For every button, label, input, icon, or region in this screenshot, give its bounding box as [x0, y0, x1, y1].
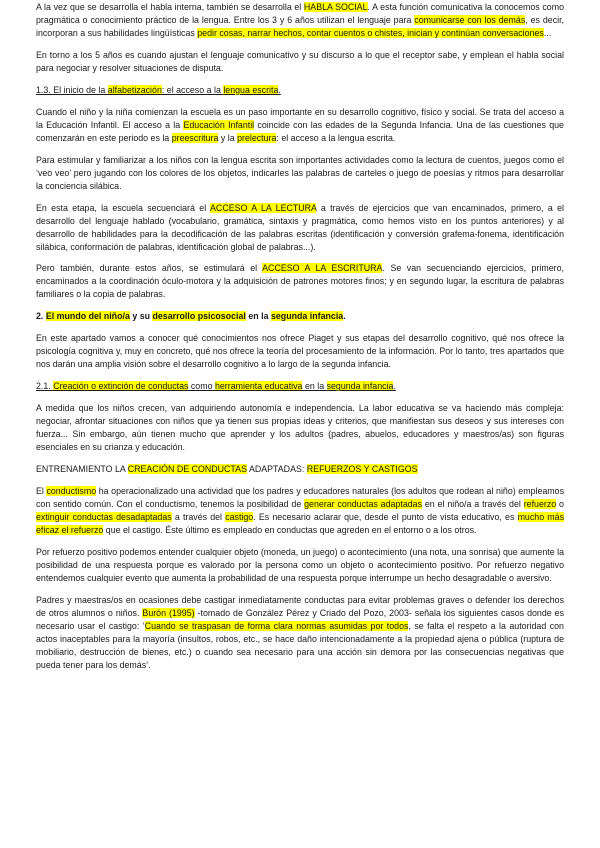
- text-run: . Es necesario aclarar que, desde el punto de vista educativo, es: [253, 512, 518, 523]
- text-run: En esta etapa, la escuela secuenciará el: [36, 202, 211, 213]
- body-paragraph: [36, 49, 564, 75]
- highlighted-text: segunda infancia: [326, 381, 394, 392]
- text-run: A medida que los niños crecen, van adquiriendo autonomía e independencia. La labor educativa se va haciendo más compleja: negociar, afrontar situaciones con niños que ya tienen sus propias ideas y criterios, que manifiestan sus deseos y sus intereses con fuerza... Sin embargo, aún tienen mucho que aprender y los adultos (padres, abuelos, educadores y maestros/as) son figuras esenciales en su crianza y educación.: [36, 403, 564, 453]
- highlighted-text: Burón (1995): [142, 607, 195, 618]
- highlighted-text: castigo: [225, 512, 254, 523]
- body-paragraph: [36, 262, 564, 301]
- highlighted-text: alfabetización: [107, 84, 162, 95]
- highlighted-text: CREACIÓN DE CONDUCTAS: [127, 464, 247, 475]
- text-run: ENTRENAMIENTO LA: [36, 464, 128, 475]
- text-run: a través de ejercicios que van encaminados, primero, a el desarrollo del lenguaje hablado (vocabulario, gramática, sintaxis y pragmática, como hemos visto en los puntos anteriores) y al desarrollo de habilidades para la decodificación de las palabras escritas (identificación y conversión grafema-fonema, identificación silábica, conformación de palabras, identificación global de palabras...).: [36, 202, 564, 252]
- text-run: A la vez que se desarrolla el habla interna, también se desarrolla el: [36, 2, 304, 12]
- text-run: coincide con las edades de la Segunda Infancia. Una de las cuestiones que comenzarán en este periodo es la: [36, 119, 564, 143]
- highlighted-text: conductismo: [46, 486, 97, 497]
- section-heading: [36, 84, 564, 97]
- highlighted-text: Creación o extinción de conductas: [53, 381, 189, 392]
- text-run: en el niño/a a través del: [422, 499, 524, 510]
- section-heading: [36, 380, 564, 393]
- text-run: y su: [129, 311, 153, 322]
- highlighted-text: pedir cosas, narrar hechos, contar cuentos o chistes, inician y continúan conversaciones: [197, 28, 544, 38]
- body-paragraph: [36, 402, 564, 454]
- highlighted-text: mucho más eficaz el refuerzo: [36, 512, 564, 536]
- text-run: Para estimular y familiarizar a los niños con la lengua escrita son importantes actividades como la lectura de cuentos, juegos como el ‘veo veo’ pero jugando con los colores de los objetos, indicarles las palabras de carteles o juego de poesías y ritmos para desarrollar la conciencia silábica.: [36, 154, 564, 191]
- highlighted-text: segunda infancia: [270, 311, 344, 322]
- highlighted-text: comunicarse con los demás: [414, 15, 526, 25]
- body-paragraph: [36, 485, 564, 537]
- highlighted-text: ACCESO A LA ESCRITURA: [262, 263, 383, 274]
- text-run: 2.1.: [36, 381, 54, 392]
- highlighted-text: REFUERZOS Y CASTIGOS: [306, 464, 418, 475]
- text-run: 1.3. El inicio de la: [36, 84, 108, 95]
- section-heading: [36, 463, 564, 476]
- text-run: Padres y maestras/os en ocasiones debe castigar inmediatamente conductas para evitar problemas graves o defender los derechos de otros alumnos o niños.: [36, 594, 564, 618]
- text-run: a través del: [171, 512, 226, 523]
- text-run: y la: [218, 132, 238, 143]
- body-paragraph: [36, 154, 564, 193]
- text-run: El: [36, 486, 47, 497]
- text-run: .: [393, 381, 396, 392]
- text-run: en la: [302, 381, 327, 392]
- text-run: : el acceso a la: [161, 84, 224, 95]
- body-paragraph: [36, 202, 564, 254]
- text-run: .: [278, 84, 281, 95]
- text-run: En torno a los 5 años es cuando ajustan el lenguaje comunicativo y su discurso a lo que el receptor sabe, y emplean el habla social para negociar y resolver situaciones de disputa.: [36, 49, 564, 73]
- highlighted-text: HABLA SOCIAL: [303, 2, 368, 12]
- text-run: : el acceso a la lengua escrita.: [276, 132, 396, 143]
- text-run: , se falta el respeto a la autoridad con actos inaceptables para la mayoría (insultos, robos, etc., se hace daño intencionadamente a la propiedad ajena o pública (ruptura de mobiliario, destrucción de bienes, etc.) o cuando sea necesario para una acción sin demora por las consecuencias negativas que pueda tener para los demás’.: [36, 620, 564, 670]
- text-run: 2.: [36, 311, 46, 322]
- highlighted-text: El mundo del niño/a: [45, 311, 130, 322]
- text-run: en la: [245, 311, 271, 322]
- text-run: ...: [543, 28, 552, 38]
- text-run: .: [343, 311, 346, 322]
- highlighted-text: ACCESO A LA LECTURA: [210, 202, 317, 213]
- text-run: -tomado de González Pérez y Criado del Pozo, 2003- señala los siguientes casos donde es necesario usar el castigo: ‘: [36, 607, 564, 631]
- body-paragraph: [36, 106, 564, 145]
- text-run: Cuando el niño y la niña comienzan la escuela es un paso importante en su desarrollo cognitivo, físico y social. Se trata del acceso a la Educación Infantil. El acceso a la: [36, 106, 564, 130]
- text-run: Pero también, durante estos años, se estimulará el: [36, 263, 263, 274]
- highlighted-text: lengua escrita: [223, 84, 279, 95]
- body-paragraph: [36, 1, 564, 40]
- highlighted-text: extinguir conductas desadaptadas: [36, 512, 172, 523]
- text-run: . Se van secuenciando ejercicios, primero, encaminados a la coordinación óculo-motora y la adquisición de patrones motores finos; y en segundo lugar, la escritura de palabras familiares o la copia de palabras.: [36, 263, 564, 300]
- highlighted-text: prelectura: [237, 132, 277, 143]
- text-run: , es decir, incorporan a sus habilidades lingüísticas: [36, 15, 564, 38]
- text-run: ADAPTADAS:: [246, 464, 307, 475]
- text-run: que el castigo. Éste último es empleado en conductas que agreden en el entorno o a los otros.: [103, 525, 477, 536]
- text-run: ha operacionalizado una actividad que los padres y educadores naturales (los adultos que rodean al niño) empleamos con sentido común. Con el conductismo, tenemos la posibilidad de: [36, 486, 564, 510]
- highlighted-text: generar conductas adaptadas: [304, 499, 422, 510]
- text-run: como: [188, 381, 215, 392]
- text-run: o: [556, 499, 564, 510]
- text-run: En este apartado vamos a conocer qué conocimientos nos ofrece Piaget y sus etapas del desarrollo cognitivo, qué nos ofrece la psicología cognitiva y, muy en concreto, qué nos ofrece la teoría del procesamiento de la información. Por lo tanto, tres apartados que nos darán una amplia visión sobre el desarrollo cognitivo a lo largo de la segunda infancia.: [36, 333, 564, 370]
- body-paragraph: [36, 332, 564, 371]
- highlighted-text: herramienta educativa: [214, 381, 303, 392]
- highlighted-text: preescritura: [171, 132, 219, 143]
- highlighted-text: refuerzo: [523, 499, 557, 510]
- highlighted-text: Educación Infantil: [183, 119, 255, 130]
- text-run: . A esta función comunicativa la conocemos como pragmática o conocimiento práctico de la lengua. Entre los 3 y 6 años utilizan el lenguaje para: [36, 2, 564, 25]
- text-run: Por refuerzo positivo podemos entender cualquier objeto (moneda, un juego) o acontecimiento (una nota, una sonrisa) que aumente la posibilidad de una respuesta porque es valorado por la persona como un objeto o acontecimiento positivo. Por refuerzo negativo entendemos cualquier evento que aumenta la probabilidad de una respuesta porque interrumpe un hecho desagradable o aversivo.: [36, 547, 564, 584]
- highlighted-text: Cuando se traspasan de forma clara normas asumidas por todos: [144, 620, 409, 631]
- section-heading: [36, 310, 564, 323]
- highlighted-text: desarrollo psicosocial: [152, 311, 246, 322]
- body-paragraph: [36, 546, 564, 585]
- body-paragraph: [36, 594, 564, 672]
